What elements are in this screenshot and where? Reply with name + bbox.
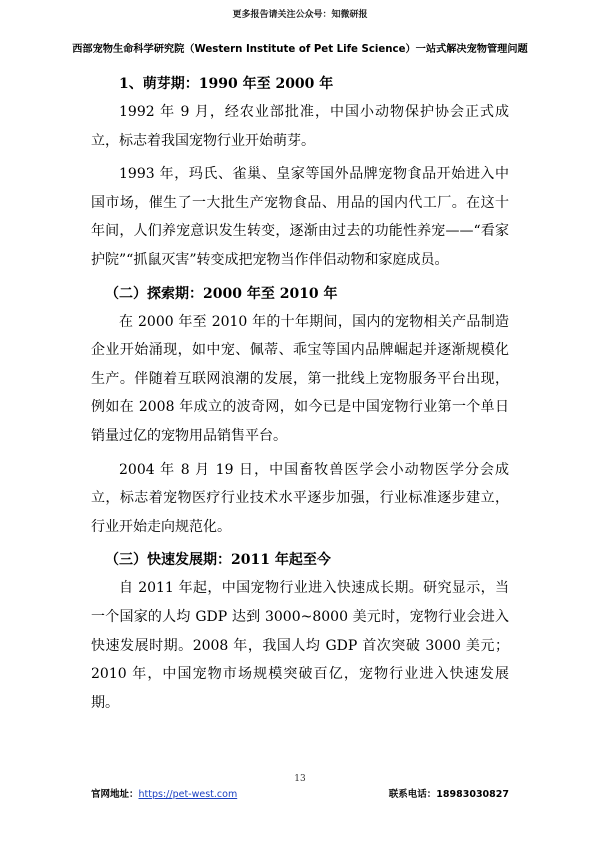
website-label: 官网地址： [91,789,139,800]
paragraph: 在 2000 年至 2010 年的十年期间，国内的宠物相关产品制造企业开始涌现，如中宠、佩蒂、乖宝等国内品牌崛起并逐渐规模化生产。伴随着互联网浪潮的发展，第一批线上宠物服务平台出现，例如在 2008 年成立的波奇网，如今已是中国宠物行业第一个单日销量过亿的宠物用品销售平台。 [91,313,509,444]
website-link[interactable]: https://pet-west.com [138,789,238,800]
paragraph: 2004 年 8 月 19 日，中国畜牧兽医学会小动物医学分会成立，标志着宠物医疗行业技术水平逐步加强，行业标准逐步建立，行业开始走向规范化。 [91,461,509,535]
section-heading-budding: 1、萌芽期：1990 年至 2000 年 [119,76,334,92]
paragraph: 自 2011 年起，中国宠物行业进入快速成长期。研究显示，当一个国家的人均 GDP 达到 3000~8000 美元时，宠物行业会进入快速发展时期。2008 年，我国人均 GDP 首次突破 3000 美元；2010 年，中国宠物市场规模突破百亿，宠物行业进入快速发展期。 [91,580,509,711]
section-heading-exploration: （二）探索期：2000 年至 2010 年 [105,285,338,302]
document-body [91,70,509,722]
footer-website [91,786,237,800]
top-note: 更多报告请关注公众号：知微研报 [232,10,368,20]
section-heading-rapid-growth: （三）快速发展期：2011 年起至今 [105,552,331,569]
page-header: 西部宠物生命科学研究院（Western Institute of Pet Life Science）一站式解决宠物管理问题 [72,44,528,55]
paragraph: 1992 年 9 月，经农业部批准，中国小动物保护协会正式成立，标志着我国宠物行业开始萌芽。 [91,104,509,149]
footer-phone [389,786,509,800]
phone-label: 联系电话： [388,789,437,800]
page-number: 13 [294,774,306,784]
phone-number: 18983030827 [436,789,509,800]
paragraph: 1993 年，玛氏、雀巢、皇家等国外品牌宠物食品开始进入中国市场，催生了一大批生产宠物食品、用品的国内代工厂。在这十年间，人们养宠意识发生转变，逐渐由过去的功能性养宠——“看家护院”“抓鼠灭害”转变成把宠物当作伴侣动物和家庭成员。 [91,166,509,268]
